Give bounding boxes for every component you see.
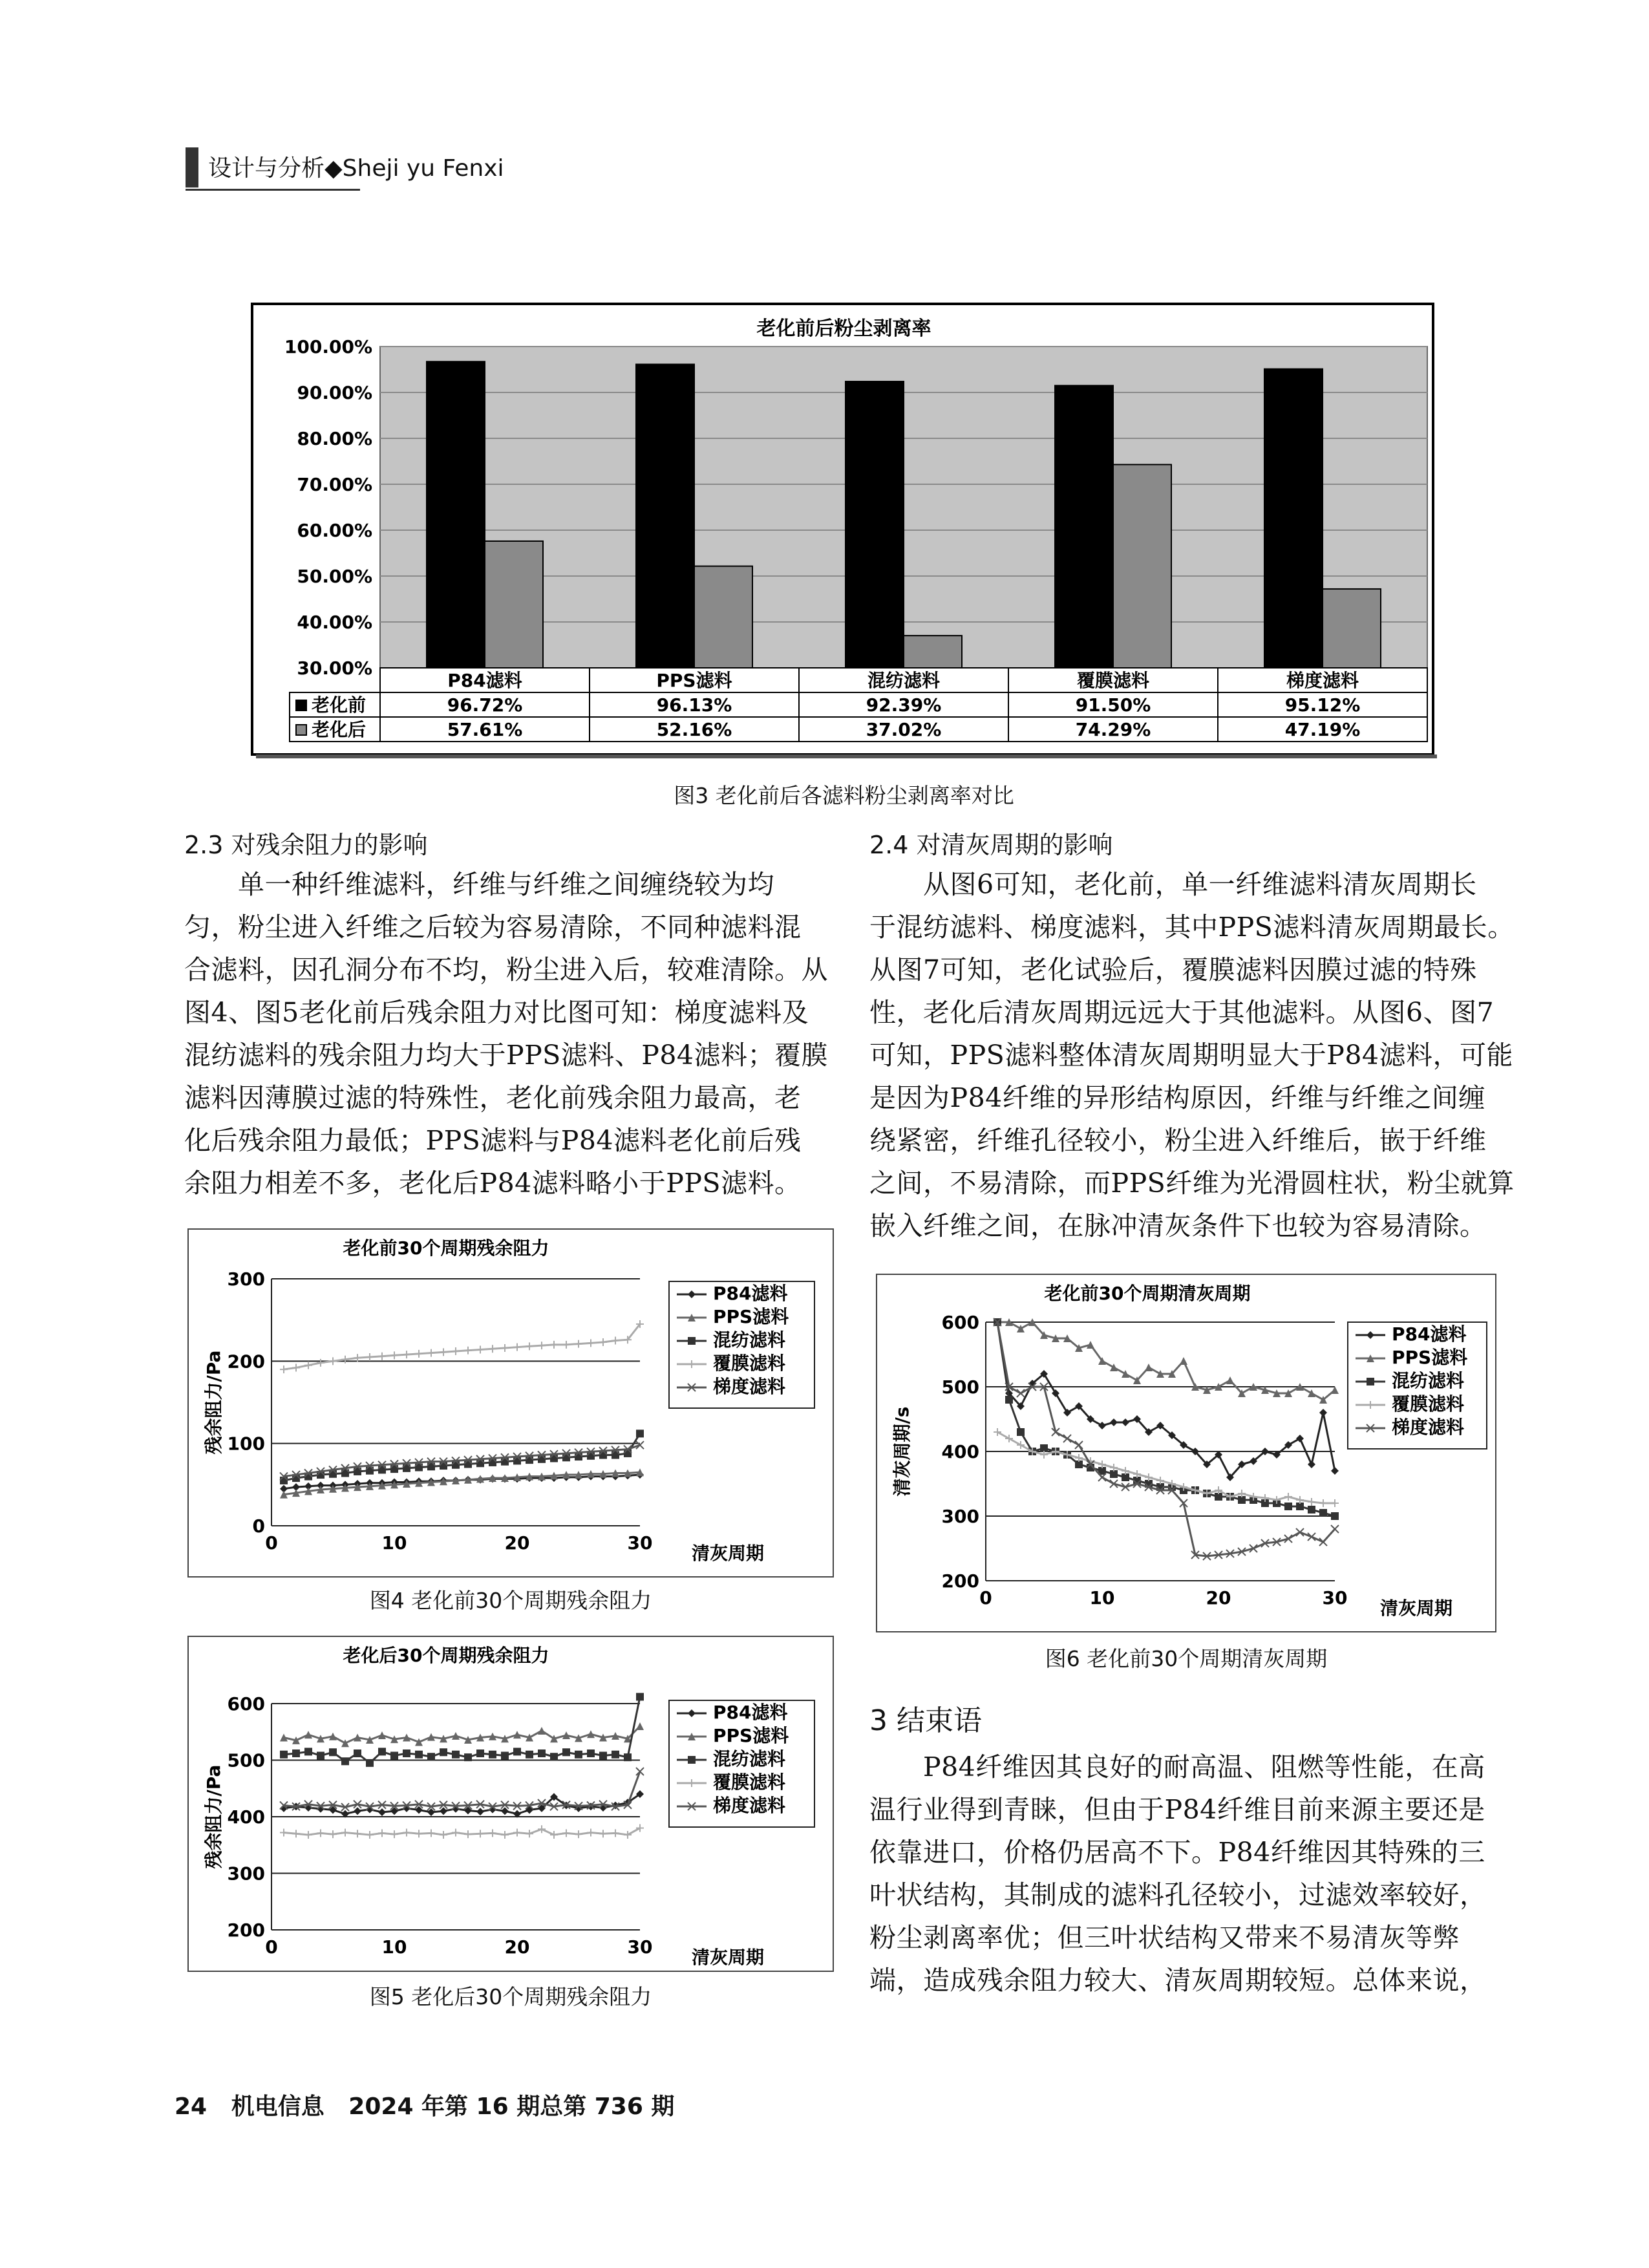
legend-label: 混纺滤料 [1392,1370,1465,1391]
y-axis-label: 残余阻力/Pa [203,1350,224,1455]
marker-square [440,1462,447,1470]
page-footer: 24 机电信息 2024 年第 16 期总第 736 期 [175,2093,675,2120]
legend-label: 覆膜滤料 [1392,1393,1465,1415]
marker-square [624,1450,632,1457]
sec3-line: 依靠进口，价格仍居高不下。P84纤维因其特殊的三 [869,1837,1485,1868]
category-label: PPS滤料 [656,670,732,691]
chart-title: 老化前30个周期残余阻力 [343,1237,549,1259]
sec23-line: 匀，粉尘进入纤维之后较为容易清除，不同种滤料混 [184,912,802,943]
x-tick-label: 10 [381,1936,407,1958]
marker-square [1005,1396,1013,1404]
marker-square [280,1751,288,1759]
marker-square [688,1337,696,1345]
y-tick-label: 500 [941,1376,979,1398]
chart-shadow [256,754,1437,758]
figure-6-caption: 图6 老化前30个周期清灰周期 [1045,1646,1328,1671]
sec23-line: 混纺滤料的残余阻力均大于PPS滤料、P84滤料；覆膜 [184,1040,829,1071]
x-tick-label: 20 [1206,1587,1231,1609]
marker-square [489,1751,496,1759]
sec24-line: 嵌入纤维之间，在脉冲清灰条件下也较为容易清除。 [869,1210,1487,1241]
bar-after [485,541,543,668]
marker-square [415,1751,423,1759]
marker-square [501,1458,509,1466]
marker-square [562,1748,570,1756]
marker-square [575,1453,582,1460]
marker-square [280,1477,288,1484]
y-tick-label: 200 [227,1351,265,1373]
x-tick-label: 30 [1322,1587,1348,1609]
figure-3-caption: 图3 老化前后各滤料粉尘剥离率对比 [674,783,1014,808]
header-rule [186,189,360,191]
marker-square [501,1752,509,1760]
sec24-line: 于混纺滤料、梯度滤料，其中PPS滤料清灰周期最长。 [869,912,1515,943]
marker-square [1284,1503,1292,1510]
figure-3-chart [251,303,1437,758]
marker-square [526,1751,533,1759]
legend-label: 老化后 [312,719,367,740]
section-3-heading: 3 结束语 [869,1704,982,1737]
figure-5-caption: 图5 老化后30个周期残余阻力 [369,1984,652,2009]
y-tick-label: 50.00% [297,566,372,587]
y-tick-label: 100 [227,1433,265,1455]
marker-square [378,1748,386,1755]
legend-label: P84滤料 [713,1283,788,1304]
marker-square [452,1751,460,1759]
data-label: 47.19% [1284,719,1361,740]
x-tick-label: 30 [627,1936,653,1958]
bar-after [1323,589,1381,668]
sec3-line: 温行业得到青睐，但由于P84纤维目前来源主要还是 [869,1794,1485,1825]
sec23-line: 单一种纤维滤料，纤维与纤维之间缠绕较为均 [184,869,774,900]
marker-square [403,1749,410,1757]
figure-5-chart [187,1636,834,1972]
bar-before [1055,385,1113,668]
marker-square [489,1459,496,1466]
x-axis-label: 清灰周期 [692,1543,765,1564]
sec3-line: 叶状结构，其制成的滤料孔径较小，过滤效率较好， [869,1879,1487,1910]
y-axis-label: 残余阻力/Pa [203,1764,224,1869]
marker-square [550,1753,558,1760]
bar-before [636,364,694,668]
sec24-line: 从图6可知，老化前，单一纤维滤料清灰周期长 [869,869,1477,900]
marker-square [1017,1428,1025,1436]
x-tick-label: 0 [979,1587,992,1609]
marker-square [464,1460,472,1468]
marker-square [341,1757,349,1765]
marker-square [513,1748,521,1755]
marker-square [562,1453,570,1461]
marker-square [624,1753,632,1761]
marker-square [636,1693,644,1701]
sec3-line: P84纤维因其良好的耐高温、阻燃等性能，在高 [869,1751,1485,1782]
marker-square [587,1452,595,1460]
y-axis-label: 清灰周期/s [891,1406,913,1497]
x-axis-label: 清灰周期 [1380,1598,1453,1619]
chart-title: 老化后30个周期残余阻力 [343,1645,549,1666]
sec23-line: 滤料因薄膜过滤的特殊性，老化前残余阻力最高，老 [184,1082,802,1113]
sec23-line: 余阻力相差不多，老化后P84滤料略小于PPS滤料。 [184,1168,802,1199]
x-tick-label: 20 [504,1532,530,1554]
legend-label: 梯度滤料 [713,1795,786,1816]
marker-square [526,1456,533,1464]
running-header: 设计与分析◆Sheji yu Fenxi [208,155,504,182]
legend-label: P84滤料 [1392,1323,1467,1345]
x-tick-label: 10 [381,1532,407,1554]
marker-square [427,1753,435,1760]
marker-square [304,1748,312,1755]
marker-square [440,1748,447,1756]
sec24-line: 从图7可知，老化试验后，覆膜滤料因膜过滤的特殊 [869,954,1477,985]
y-tick-label: 600 [941,1312,979,1333]
sec23-line: 化后残余阻力最低；PPS滤料与P84滤料老化前后残 [184,1125,802,1156]
y-tick-label: 600 [227,1693,265,1715]
data-label: 74.29% [1075,719,1151,740]
category-label: 覆膜滤料 [1076,670,1150,691]
y-tick-label: 300 [227,1268,265,1290]
legend-label: 梯度滤料 [1392,1417,1465,1438]
data-label: 95.12% [1284,694,1361,716]
legend-label: PPS滤料 [1392,1347,1468,1368]
data-label: 96.13% [656,694,732,716]
y-tick-label: 500 [227,1749,265,1771]
legend-label: 混纺滤料 [713,1748,786,1770]
y-tick-label: 300 [227,1863,265,1885]
marker-square [452,1461,460,1469]
figure-6 [876,1274,1496,1632]
sec3-line: 端，造成残余阻力较大、清灰周期较短。总体来说， [869,1965,1487,1996]
figure-6-chart [876,1274,1496,1632]
x-tick-label: 30 [627,1532,653,1554]
y-tick-label: 100.00% [284,336,372,358]
marker-square [636,1429,644,1437]
sec24-line: 之间，不易清除，而PPS纤维为光滑圆柱状，粉尘就算 [869,1168,1515,1199]
figure-5 [187,1636,834,1972]
marker-square [366,1759,374,1767]
legend-label: 覆膜滤料 [713,1353,786,1374]
sec24-line: 可知，PPS滤料整体清灰周期明显大于P84滤料，可能 [869,1040,1514,1071]
data-label: 52.16% [656,719,732,740]
figure-4-chart [187,1228,834,1578]
marker-square [476,1749,484,1757]
y-tick-label: 60.00% [297,520,372,541]
marker-square [575,1751,582,1759]
section-2-3-heading: 2.3 对残余阻力的影响 [184,831,428,859]
marker-square [599,1451,607,1459]
sec24-line: 绕紧密，纤维孔径较小，粉尘进入纤维后，嵌于纤维 [869,1125,1487,1156]
marker-square [317,1752,324,1760]
marker-square [612,1751,619,1759]
category-label: 混纺滤料 [867,670,941,691]
x-tick-label: 0 [265,1936,278,1958]
section-2-3-body [184,863,844,1204]
data-label: 57.61% [447,719,523,740]
marker-square [688,1756,696,1764]
y-tick-label: 90.00% [297,382,372,403]
legend-label: PPS滤料 [713,1725,789,1746]
header-bar [186,147,198,187]
x-axis-label: 清灰周期 [692,1947,765,1968]
sec23-line: 图4、图5老化前后残余阻力对比图可知：梯度滤料及 [184,997,809,1028]
marker-square [538,1455,546,1463]
marker-square [1308,1506,1315,1514]
y-tick-label: 70.00% [297,474,372,495]
marker-square [292,1749,300,1757]
legend-label: 梯度滤料 [713,1376,786,1397]
y-tick-label: 80.00% [297,428,372,449]
y-tick-label: 200 [941,1570,979,1592]
sec24-line: 性，老化后清灰周期远远大于其他滤料。从图6、图7 [869,997,1495,1028]
y-tick-label: 30.00% [297,658,372,679]
sec24-line: 是因为P84纤维的异形结构原因，纤维与纤维之间缠 [869,1082,1485,1113]
marker-square [599,1752,607,1760]
figure-4-caption: 图4 老化前30个周期残余阻力 [369,1588,652,1613]
chart-title: 老化前30个周期清灰周期 [1044,1283,1251,1304]
bar-before [846,381,904,668]
bar-after [904,636,962,668]
figure-4 [187,1228,834,1578]
section-2-4-heading: 2.4 对清灰周期的影响 [869,831,1113,859]
bar-after [1113,465,1171,668]
category-label: P84滤料 [447,670,522,691]
marker-square [513,1457,521,1464]
legend-label: 老化前 [312,694,367,716]
data-label: 96.72% [447,694,523,716]
legend-swatch [296,700,306,711]
legend-swatch [296,725,306,735]
data-label: 91.50% [1075,694,1151,716]
y-tick-label: 300 [941,1506,979,1527]
legend-label: 混纺滤料 [713,1329,786,1351]
y-tick-label: 0 [252,1515,265,1537]
marker-square [1319,1509,1327,1517]
x-tick-label: 20 [504,1936,530,1958]
y-tick-label: 400 [227,1806,265,1828]
y-tick-label: 200 [227,1920,265,1941]
sec3-line: 粉尘剥离率优；但三叶状结构又带来不易清灰等弊 [869,1922,1460,1953]
bar-before [1264,369,1323,668]
chart-title: 老化前后粉尘剥离率 [756,317,931,340]
marker-square [329,1748,337,1756]
figure-3 [251,303,1437,758]
legend-label: PPS滤料 [713,1306,789,1327]
legend-label: 覆膜滤料 [713,1771,786,1793]
category-label: 梯度滤料 [1286,670,1359,691]
marker-square [476,1459,484,1467]
marker-square [1367,1378,1374,1385]
marker-square [329,1470,337,1478]
y-tick-label: 40.00% [297,612,372,633]
bar-after [694,566,752,668]
data-label: 92.39% [866,694,942,716]
marker-square [587,1749,595,1757]
data-label: 37.02% [866,719,942,740]
sec23-line: 合滤料，因孔洞分布不均，粉尘进入后，较难清除。从 [184,954,828,985]
marker-square [464,1753,472,1761]
x-tick-label: 10 [1089,1587,1115,1609]
marker-square [1331,1512,1339,1520]
marker-square [354,1749,361,1757]
marker-square [390,1752,398,1760]
section-3-body [869,1746,1522,2002]
x-tick-label: 0 [265,1532,278,1554]
bar-before [427,361,485,668]
y-tick-label: 400 [941,1441,979,1462]
legend-label: P84滤料 [713,1702,788,1723]
marker-square [550,1455,558,1462]
marker-square [538,1749,546,1757]
section-2-4-body [869,863,1522,1247]
